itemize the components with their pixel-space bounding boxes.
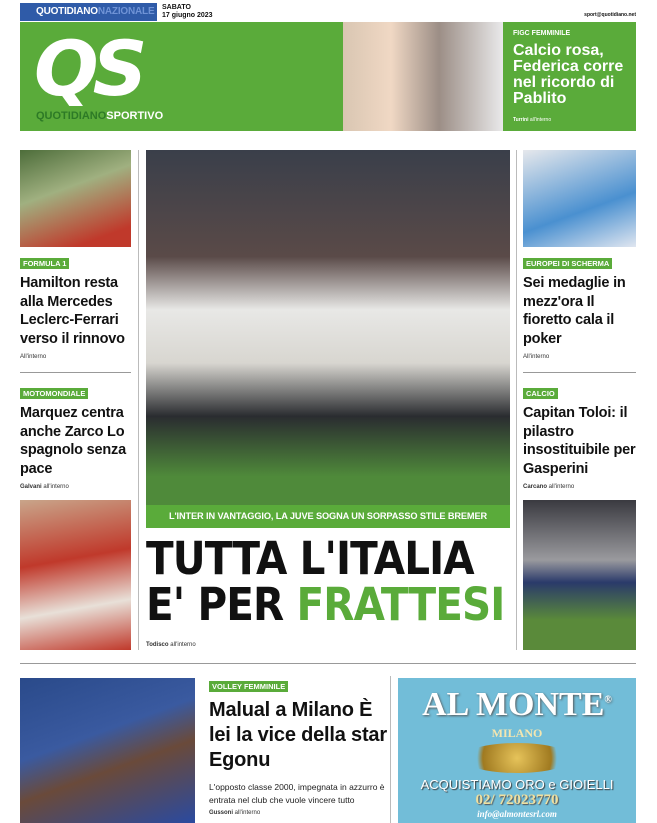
byline: All'interno	[20, 354, 47, 360]
ad-reg: ®	[604, 694, 612, 706]
headline[interactable]: Sei medaglie in mezz'ora Il fioretto cala il poker	[523, 275, 626, 347]
kicker: MOTOMONDIALE	[20, 388, 88, 399]
jewelry-icon	[462, 743, 572, 773]
issue-date	[162, 4, 213, 20]
day: SABATO	[162, 4, 191, 11]
ref: all'interno	[168, 642, 196, 648]
top-story-kicker: FIGC FEMMINILE	[513, 30, 571, 37]
divider	[20, 372, 131, 373]
ad-brand: AL MONTE	[422, 686, 605, 723]
fencing-photo[interactable]	[523, 150, 636, 247]
marquez-photo[interactable]	[20, 500, 131, 650]
italy-team-photo[interactable]	[146, 150, 510, 505]
headline-line2: E' PER	[146, 578, 297, 631]
author: Turrini	[513, 117, 529, 123]
headline[interactable]: Capitan Toloi: il pilastro insostituibile per Gasperini	[523, 405, 636, 477]
author: Galvani	[20, 484, 42, 490]
main-caption: L'INTER IN VANTAGGIO, LA JUVE SOGNA UN SORPASSO STILE BREMER	[146, 505, 510, 528]
ref: all'interno	[233, 810, 261, 816]
section-divider	[20, 663, 636, 664]
kicker: EUROPEI DI SCHERMA	[523, 258, 612, 269]
main-headline[interactable]	[146, 532, 505, 631]
kicker: FORMULA 1	[20, 258, 69, 269]
summary: L'opposto classe 2000, impegnata in azzurro è entrata nel club che vuole vincere tutto	[209, 782, 385, 805]
ad-email: info@almontesrl.com	[477, 809, 557, 819]
al-monte-ad[interactable]	[398, 678, 636, 823]
headline[interactable]: Hamilton resta alla Mercedes Leclerc-Ferrari verso il rinnovo	[20, 275, 125, 347]
column-divider	[390, 676, 391, 823]
qs-logo[interactable]: QS	[34, 24, 142, 113]
leclerc-photo[interactable]	[20, 150, 131, 247]
headline-highlight: FRATTESI	[296, 578, 505, 631]
top-story-headline[interactable]: Calcio rosa, Federica corre nel ricordo di Pablito	[513, 42, 624, 107]
article-calcio	[523, 383, 641, 490]
byline: All'interno	[523, 354, 550, 360]
ad-phone: 02/ 72023770	[475, 792, 559, 808]
headline[interactable]: Marquez centra anche Zarco Lo spagnolo senza pace	[20, 405, 126, 477]
ref: all'interno	[547, 484, 575, 490]
logo-sub-light: SPORTIVO	[106, 110, 164, 122]
article-scherma	[523, 253, 641, 360]
date: 17 giugno 2023	[162, 12, 213, 19]
top-story-photo[interactable]	[343, 22, 503, 131]
author: Gussoni	[209, 810, 234, 816]
article-motomondiale	[20, 383, 135, 490]
logo-subtitle	[36, 110, 163, 122]
headline-line1: TUTTA L'ITALIA	[146, 532, 474, 585]
malual-photo[interactable]	[20, 678, 195, 823]
ad-tagline: ACQUISTIAMO ORO e GIOIELLI	[420, 777, 614, 792]
kicker: CALCIO	[523, 388, 558, 399]
article-formula1	[20, 253, 135, 360]
network-badge[interactable]	[20, 3, 157, 21]
ref: all'interno	[41, 484, 69, 490]
kicker: VOLLEY FEMMINILE	[209, 681, 288, 692]
column-divider	[516, 150, 517, 650]
article-volley	[209, 676, 389, 816]
logo-sub-dark: QUOTIDIANO	[36, 110, 107, 122]
author: Carcano	[523, 484, 548, 490]
column-divider	[138, 150, 139, 650]
ad-city: MILANO	[491, 726, 543, 740]
divider	[523, 372, 636, 373]
network-name-light: NAZIONALE	[97, 6, 155, 17]
author: Todisco	[146, 642, 169, 648]
network-name: QUOTIDIANO	[36, 6, 98, 17]
ref: all'interno	[528, 117, 552, 123]
headline[interactable]: Malual a Milano È lei la vice della star Egonu	[209, 699, 387, 771]
contact-email[interactable]: sport@quotidiano.net	[584, 12, 636, 18]
masthead-banner	[20, 22, 636, 131]
toloi-photo[interactable]	[523, 500, 636, 650]
top-story-byline	[513, 117, 551, 123]
